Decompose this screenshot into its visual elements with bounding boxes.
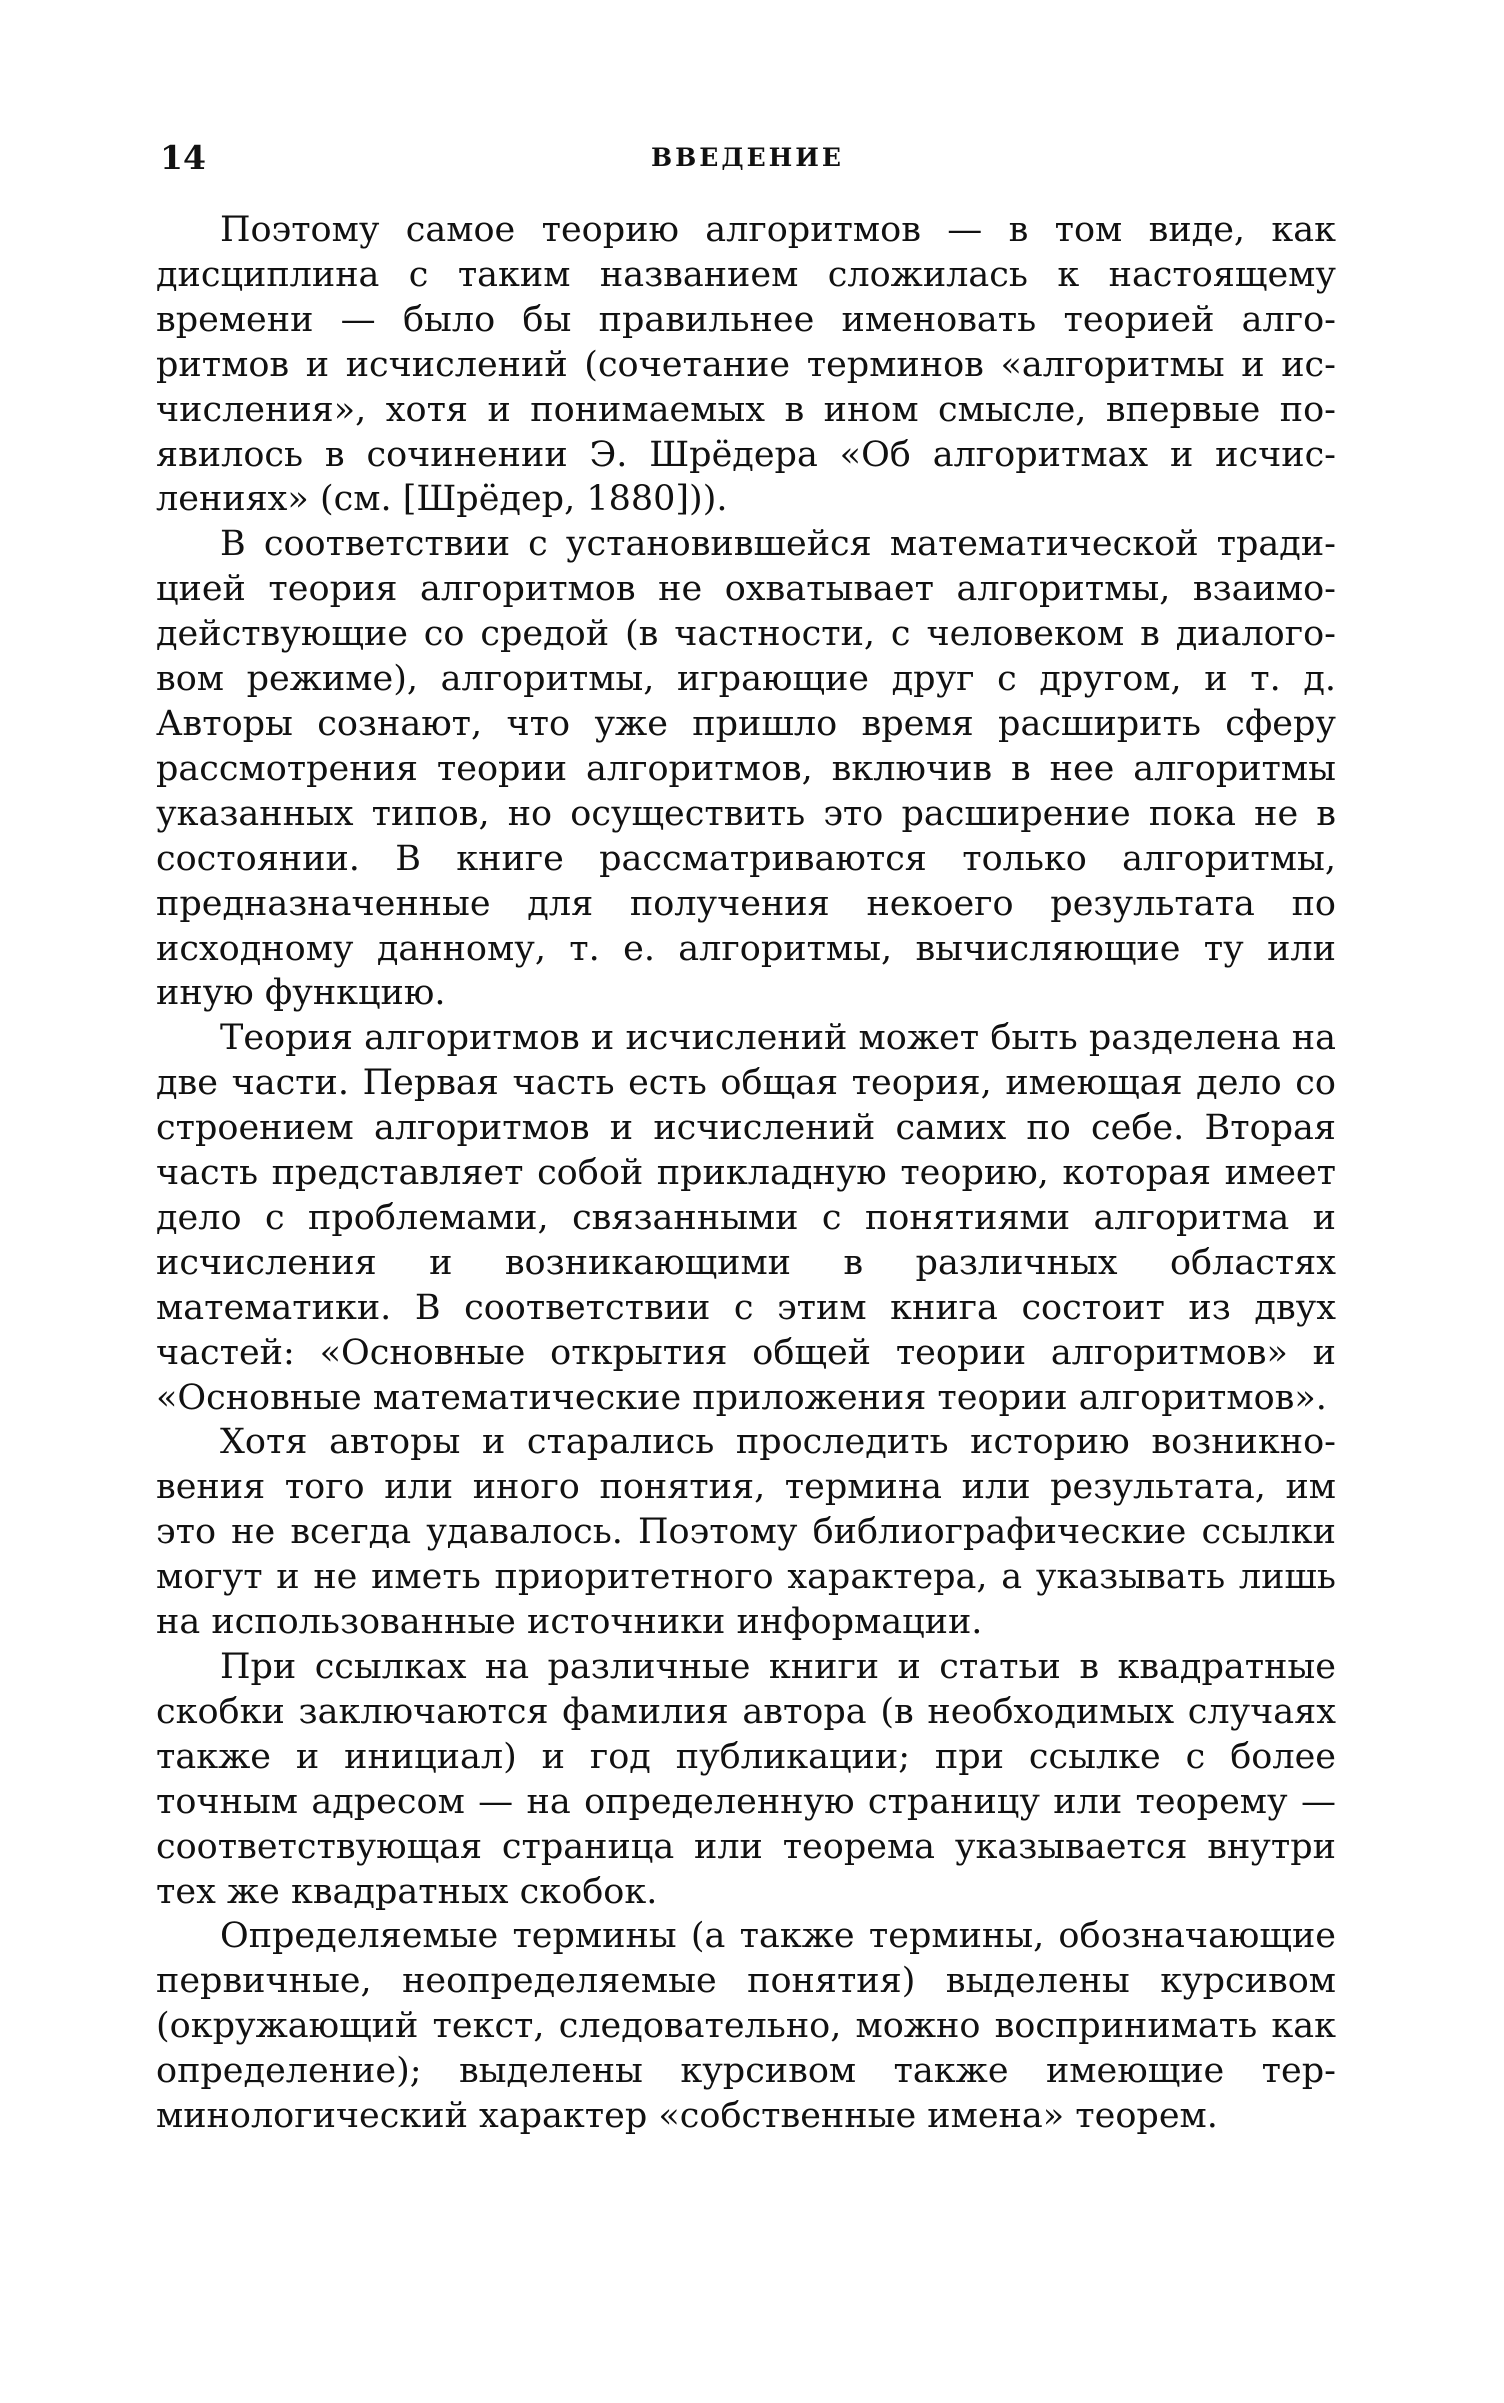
paragraph: В соответствии с установившейся математической традицией теория алгоритмов не охватывает алгоритмы, взаимодействующие со средой (в частности, с человеком в диалоговом режиме), алгоритмы, играющие друг с другом, и т. д. Авторы сознают, что уже пришло время расширить сферу рассмотрения теории алгоритмов, включив в нее алгоритмы указанных типов, но осуществить это расширение пока не в состоянии. В книге рассматриваются только алгоритмы, предназначенные для получения некоего результата по исходному данному, т. е. алгоритмы, вычисляющие ту или иную функцию. [156, 524, 1336, 1014]
paragraph: При ссылках на различные книги и статьи в квадратные скобки заключаются фамилия автора (в необходимых случаях также и инициал) и год публикации; при ссылке с более точным адресом — на определенную страницу или теорему — соответствующая страница или теорема указывается внутри тех же квадратных скобок. [156, 1647, 1336, 1912]
body-text [156, 208, 1336, 2139]
chapter-title: ВВЕДЕНИЕ [651, 143, 844, 172]
paragraph: Определяемые термины (а также термины, обозначающие первичные, неопределяемые понятия) выделены курсивом (окружающий текст, следовательно, можно воспринимать как определение); выделены курсивом также имеющие терминологический характер «собственные имена» теорем. [156, 1916, 1336, 2137]
paragraph: Поэтому самое теорию алгоритмов — в том виде, как дисциплина с таким названием сложилась к настоящему времени — было бы правильнее именовать теорией алгоритмов и исчислений (сочетание терминов «алгоритмы и исчисления», хотя и понимаемых в ином смысле, впервые появилось в сочинении Э. Шрёдера «Об алгоритмах и исчислениях» (см. [Шрёдер, 1880])). [156, 210, 1336, 520]
paragraph: Теория алгоритмов и исчислений может быть разделена на две части. Первая часть есть общая теория, имеющая дело со строением алгоритмов и исчислений самих по себе. Вторая часть представляет собой прикладную теорию, которая имеет дело с проблемами, связанными с понятиями алгоритма и исчисления и возникающими в различных областях математики. В соответствии с этим книга состоит из двух частей: «Основные открытия общей теории алгоритмов» и «Основные математические приложения теории алгоритмов». [156, 1018, 1336, 1418]
page-number: 14 [160, 138, 206, 177]
running-head [160, 138, 1335, 178]
paragraph: Хотя авторы и старались проследить историю возникновения того или иного понятия, термина или результата, им это не всегда удавалось. Поэтому библиографические ссылки могут и не иметь приоритетного характера, а указывать лишь на использованные источники информации. [156, 1422, 1336, 1643]
